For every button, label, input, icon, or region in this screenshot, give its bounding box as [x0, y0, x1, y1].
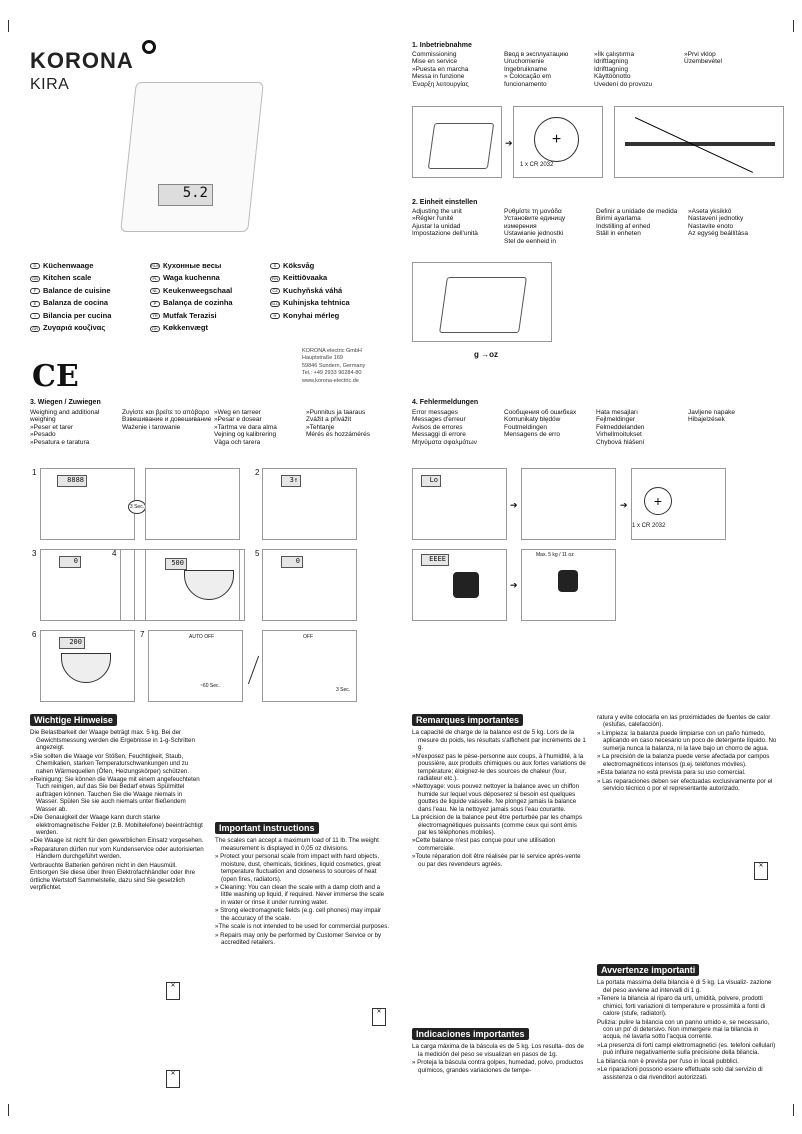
label: »Punnitus ja taaraus — [306, 409, 366, 416]
timer-badge: 3 Sec. — [128, 500, 146, 514]
step-4-panel — [120, 549, 245, 621]
column-e — [412, 1028, 587, 1075]
label: Commissioning — [412, 51, 457, 58]
scale-illustration — [120, 82, 264, 232]
lcd-display: 200 — [59, 637, 85, 649]
flag-icon: S — [270, 263, 280, 269]
flag-icon: TR — [150, 313, 160, 319]
flag-icon: F — [30, 288, 40, 294]
label: Ζυγίστε και βρείτε το απόβαρο — [122, 409, 210, 416]
step-number: 5 — [255, 549, 260, 558]
address-line: KORONA electric GmbH — [302, 348, 362, 354]
column-f — [412, 714, 587, 869]
label: Mise en service — [412, 58, 458, 66]
text-item: La précision de la balance peut être perturbée par les champs électromagnétiques puissants (comme ceux qui sont émis par les téléphones mobiles). — [412, 814, 582, 837]
arrow-icon: ➔ — [510, 500, 518, 510]
flag-icon: SLO — [271, 300, 280, 306]
label: Ajustar la unidad — [412, 222, 461, 230]
crop-mark — [793, 20, 794, 32]
off-label: OFF — [303, 634, 313, 640]
label: Indstilling af enhed — [596, 222, 651, 230]
text-item: »Nettoyage: vous pouvez nettoyer la balance avec un chiffon humide sur lequel vous déposerez si besoin est quelques gouttes de liquide vaisselle. Ne plongez jamais la balance dans l'eau. Ne la nettoyez jamais sous l'eau courante. — [412, 783, 580, 813]
text-item: La bilancia non è prevista per l'uso in locali pubblici. — [597, 1057, 739, 1065]
step-7-panel — [148, 630, 243, 702]
label: »Prvi vklop — [684, 51, 716, 58]
max-load-label: Max. 5 kg / 11 oz — [536, 552, 574, 558]
text-item: »Reparaturen dürfen nur vom Kundenservice oder autorisierten Händlern durchgeführt werden. — [30, 845, 204, 861]
label: Stel de eenheid in — [504, 237, 557, 245]
lcd-display: EEEE — [421, 554, 449, 566]
address-line: 59846 Sundern, Germany — [302, 362, 366, 369]
ce-mark: CE — [32, 359, 79, 394]
step-6-panel — [40, 630, 135, 702]
scale-side-view — [625, 142, 775, 146]
battery-label: 1 x CR 2032 — [632, 523, 666, 529]
flag-icon: DK — [150, 326, 160, 332]
label: Weighing and additional weighing — [30, 409, 100, 424]
text-item: La carga máxima de la báscula es de 5 kg. Los resulta- dos de la medición del peso se visualizan en pasos de 1g. — [412, 1043, 584, 1058]
flag-icon: I — [30, 313, 40, 319]
product-name: Keukenweegschaal — [163, 285, 233, 295]
text-item: » Protect your personal scale from impact with hard objects, moisture, dust, chemicals, ticklines, liquid cosmetics, great temperature fluctuation and closeness to sources of heat (open fires, radiators). — [215, 853, 381, 883]
label: »Tehtanje — [306, 423, 335, 431]
step-number: 2 — [255, 468, 260, 477]
arrow-icon: ➔ — [510, 580, 518, 590]
label: Ingebruikname — [504, 65, 547, 73]
section-1-title: 1. Inbetriebnahme — [412, 42, 472, 49]
text-item: » Las reparaciones deben ser efectuadas exclusivamente por el servicio técnico o por el representante autorizado. — [597, 777, 773, 792]
battery-icon: + — [644, 487, 672, 515]
label: »Pesado — [30, 431, 56, 439]
label: Ρυθμίστε τη μονάδα — [504, 208, 562, 215]
model-name: KIRA — [30, 76, 70, 93]
text-item: » Repairs may only be performed by Customer Service or by accredited retailers. — [215, 931, 382, 947]
label: »Puesta en marcha — [412, 65, 469, 73]
label: Väga och tarera — [214, 438, 261, 446]
text-item: »Le riparazioni possono essere effettuate solo dal servizio di assistenza o dai rivenditori autorizzati. — [597, 1066, 763, 1081]
text-block-f — [412, 729, 587, 868]
label: »İlk çalıştırma — [594, 51, 635, 58]
section-1-labels — [412, 51, 782, 88]
text-item: »Sie sollten die Waage vor Stößen, Feuchtigkeit, Staub, Chemikalien, starken Temperaturschwankungen und zu nahen Wärmequellen (Öfen, Heizungskörper) schützen. — [30, 752, 190, 775]
label: Ważenie i tarowanie — [122, 423, 181, 431]
flag-icon: GB — [30, 276, 40, 282]
label: Komunikaty błędów — [504, 416, 561, 424]
battery-icon: + — [534, 117, 579, 162]
flag-icon: H — [270, 313, 280, 319]
step-number: 4 — [112, 549, 117, 558]
illustration-step — [412, 106, 502, 178]
flag-icon: D — [30, 263, 40, 269]
weight-icon — [558, 570, 578, 592]
bowl-icon — [61, 653, 111, 683]
product-name-row — [30, 298, 390, 311]
label: Uruchomienie — [504, 58, 545, 66]
label: »Tartma ve dara alma — [214, 423, 277, 431]
text-paragraph: Verbrauchte Batterien gehören nicht in den Hausmüll. Entsorgen Sie diese über Ihren Elektrofachhändler oder Ihre örtliche Wertstoff Sammelstelle, dazu sind Sie gesetzlich verpflichtet. — [30, 861, 196, 892]
text-item: »Die Genauigkeit der Waage kann durch starke elektromagnetische Felder (z.B. Mobiltelefone) beeinträchtigt werden. — [30, 814, 203, 837]
section-4-labels — [412, 409, 782, 446]
product-name: Keittiövaaka — [283, 273, 328, 283]
label: Nastavení jednotky — [688, 215, 744, 223]
column-i — [597, 964, 777, 1082]
label: Avisos de errores — [412, 423, 463, 431]
product-names — [30, 260, 390, 335]
recycle-bin-icon: ✕ — [754, 862, 768, 880]
text-item: Die Belastbarkeit der Waage beträgt max. 5 kg. Bei der Gewichtsmessung werden die Ergebnisse in 1-g-Schritten angezeigt. — [30, 729, 195, 752]
recycle-bin-icon: ✕ — [372, 1008, 386, 1026]
step-2-panel — [262, 468, 357, 540]
text-item: »N'exposez pas le pèse-personne aux coups, à l'humidité, à la poussière, aux produits chimiques ou aux fortes variations de température; éloignez-le des sources de chaleur (four, radiateur etc.). — [412, 752, 586, 782]
illustration-unit — [412, 262, 552, 342]
label: Käyttöönotto — [594, 73, 631, 81]
label: Impostazione dell'unità — [412, 230, 478, 238]
text-item: »Reinigung: Sie können die Waage mit einem angefeuchteten Tuch reinigen, auf das Sie bei Bedarf etwas Spülmittel auftragen können. Tauchen Sie die Waage niemals in Wasser. Spülen Sie sie auch niemals unter fließendem Wasser ab. — [30, 775, 200, 813]
text-item: » Cleaning: You can clean the scale with a damp cloth and a little washing up liquid, if required. Never immerse the scale in water or rinse it under running water. — [215, 883, 385, 906]
lcd-display: 0 — [59, 556, 81, 568]
product-name-row — [30, 285, 390, 298]
product-name: Küchenwaage — [43, 260, 94, 270]
label: Javljene napake — [688, 409, 735, 416]
step-number: 1 — [32, 468, 37, 477]
text-item: »Tenere la bilancia al riparo da urti, umidità, polvere, prodotti chimici, forti variazioni di temperature e prossimità a fonti di calore (stufe, radiatori). — [597, 995, 766, 1018]
scale-device — [439, 277, 527, 333]
product-name: Balance de cuisine — [43, 285, 111, 295]
label: Virhellmoitukset — [596, 431, 642, 439]
text-item: »The scale is not intended to be used for commercial purposes. — [215, 923, 390, 931]
separator-line — [248, 656, 259, 685]
crop-mark — [793, 1104, 794, 1116]
max-load-panel — [521, 549, 616, 621]
label: »Pesatura e taratura — [30, 438, 90, 446]
section-heading-de: Wichtige Hinweise — [30, 714, 117, 726]
flag-icon: RUS — [151, 263, 160, 269]
product-name-row — [30, 273, 390, 286]
text-block-e-cont — [597, 714, 777, 792]
label: Nastavite enoto — [688, 222, 734, 230]
product-name: Bilancia per cucina — [43, 310, 112, 320]
label: Сообщения об ошибках — [504, 409, 577, 416]
lcd-display: 0 — [281, 556, 303, 568]
flag-icon: P — [150, 301, 160, 307]
label: Vejning og kalibrering — [214, 431, 277, 439]
text-block-de — [30, 729, 205, 891]
label: Ввод в эксплуатацию — [504, 51, 569, 58]
product-name-row — [30, 310, 390, 323]
text-item: La portata massima della bilancia è di 5 kg. La visualiz- zazione del peso avviene ad intervalli di 1 g. — [597, 979, 772, 994]
arrow-icon: ➔ — [505, 138, 513, 148]
text-block-i — [597, 979, 777, 1081]
label: Ustawianie jednostki — [504, 230, 564, 238]
label: Idrifttagning — [594, 65, 628, 73]
label: Messaggi di errore — [412, 431, 466, 439]
text-item: » Proteja la báscula contra golpes, humedad, polvo, productos químicos, grandes variaciones de tempe- — [412, 1059, 584, 1074]
text-block-gb — [215, 837, 390, 946]
section-heading-gb: Important instructions — [215, 822, 319, 834]
text-item: »La presenza di forti campi elettromagnetici (es. telefoni cellulari) può influire negativamente sulla precisione della bilancia. — [597, 1041, 776, 1057]
address-line: Tel.: +49 2933 90284-80 — [302, 370, 362, 377]
text-item: »Esta balanza no está prevista para su uso comercial. — [597, 769, 746, 777]
flag-icon: NL — [150, 288, 160, 294]
label: Fejlmeldinger — [596, 416, 636, 424]
product-name: Köksvåg — [283, 260, 315, 270]
label: Zvážit a přivážit — [306, 416, 352, 424]
text-block-e — [412, 1043, 587, 1074]
flag-icon: GR — [32, 325, 38, 331]
product-name: Mutfak Terazisi — [163, 310, 217, 320]
label: Messages d'erreur — [412, 416, 466, 424]
label: »Peser et tarer — [30, 423, 73, 431]
weight-icon — [453, 572, 479, 598]
text-item: » La precisión de la balanza puede verse afectada por campos electromagnéticos intensos (p.ej. teléfonos móviles). — [597, 753, 770, 768]
label: »Pesar e dosear — [214, 416, 262, 424]
step-5-panel — [262, 549, 357, 621]
scale-device — [428, 123, 494, 169]
section-heading-e: Indicaciones importantes — [412, 1028, 529, 1040]
product-name-row — [30, 323, 390, 336]
text-item: » Limpieza: la balanza puede limpiarse con un paño húmedo, aplicando en caso necesario un poco de detergente líquido. No sumerja nunca la balanza, ni la lave bajo un chorro de agua. — [597, 729, 777, 752]
label: »Régler l'unité — [412, 215, 454, 223]
flag-icon: CZ — [270, 288, 280, 294]
label: Messa in funzione — [412, 73, 465, 81]
product-name: Køkkenvægt — [163, 323, 209, 333]
label: Hata mesajları — [596, 409, 638, 416]
timer-label: ~60 Sec. — [200, 683, 220, 689]
text-item: »Die Waage ist nicht für den gewerblichen Einsatz vorgesehen. — [30, 837, 204, 845]
text-item: Pulizia: pulire la bilancia con un panno umido e, se necessario, con un po' di detersivo. Non immergere mai la bilancia in acqua, né lavarla sotto l'acqua corrente. — [597, 1018, 770, 1041]
crop-mark — [8, 20, 9, 32]
text-item: »Toute réparation doit être réalisée par le service après-vente ou par des revendeurs agréés. — [412, 853, 581, 868]
column-gb — [215, 822, 390, 947]
brand-logo: KORONA — [30, 48, 134, 73]
address-line: Hauptstraße 169 — [302, 355, 343, 362]
product-name: Balanza de cocina — [43, 298, 109, 308]
text-item: The scales can accept a maximum load of 11 lb. The weight measurement is displayed in 0,05 oz divisions. — [215, 837, 379, 852]
step-1-panel — [40, 468, 135, 540]
label: Chybová hlášení — [596, 438, 645, 446]
recycle-bin-icon: ✕ — [166, 1070, 180, 1088]
lcd-display: 3↑ — [281, 475, 301, 487]
section-3-title: 3. Wiegen / Zuwiegen — [30, 399, 101, 406]
step-number: 6 — [32, 630, 37, 639]
battery-label: 1 x CR 2032 — [520, 162, 554, 168]
section-2-labels — [412, 208, 782, 245]
label: Adjusting the unit — [412, 208, 462, 215]
section-heading-f: Remarques importantes — [412, 714, 523, 726]
step-number: 7 — [140, 630, 145, 639]
product-name: Waga kuchenna — [163, 273, 220, 283]
product-name-row — [30, 260, 390, 273]
flag-icon: E — [30, 301, 40, 307]
label: »Weg en tarreer — [214, 409, 261, 416]
illustration-protect — [614, 106, 784, 178]
unit-toggle-label: g →oz — [474, 350, 498, 359]
product-name: Kuchyňská váhá — [283, 285, 343, 295]
section-2-title: 2. Einheit einstellen — [412, 199, 478, 206]
label: Error messages — [412, 409, 458, 416]
lcd-display: Lo — [421, 475, 441, 487]
lcd-display: 500 — [165, 558, 187, 570]
company-address — [302, 348, 365, 385]
label: Μηνύματα σφαλμάτων — [412, 438, 477, 446]
column-de — [30, 714, 205, 892]
label: Birimi ayarlama — [596, 215, 641, 223]
text-item: ratura y evite colocarla en las proximidades de fuentes de calor (estufas, calefacción). — [597, 714, 771, 729]
text-item: »Cette balance n'est pas conçue pour une utilisation commerciale. — [412, 837, 556, 852]
product-name: Balança de cozinha — [163, 298, 233, 308]
label: Az egység beállítása — [688, 230, 748, 238]
auto-off-label: AUTO OFF — [189, 634, 215, 640]
error-low-b-panel — [521, 468, 616, 540]
label: Έναρξη λειτουργίας — [412, 80, 469, 88]
text-item: » Strong electromagnetic fields (e.g. cell phones) may impair the accuracy of the scale. — [215, 907, 382, 922]
flag-icon: FIN — [271, 275, 279, 281]
section-heading-i: Avvertenze importanti — [597, 964, 699, 976]
label: Mérés és hozzámérés — [306, 431, 370, 439]
label: Взвешивание и довешивание — [122, 416, 212, 424]
scale-display: 5.2 — [158, 184, 213, 206]
step-1b-panel — [145, 468, 240, 540]
label: Felmeddelanden — [596, 423, 645, 431]
error-overload-panel — [412, 549, 507, 621]
lcd-display: 8888 — [57, 475, 87, 487]
label: Uvedení do provozu — [594, 80, 653, 88]
product-name: Ζυγαριά κουζίνας — [43, 323, 106, 333]
product-name: Кухонные весы — [163, 260, 222, 270]
label: Mensagens de erro — [504, 431, 561, 439]
label: »Aseta yksikkö — [688, 208, 732, 215]
label: Foutmeldingen — [504, 423, 547, 431]
timer-label: 3 Sec. — [336, 687, 351, 693]
address-line: www.korona-electric.de — [302, 377, 359, 384]
flag-icon: PL — [150, 276, 160, 282]
section-4-title: 4. Fehlermeldungen — [412, 399, 479, 406]
product-name: Kitchen scale — [43, 273, 92, 283]
error-low-panel — [412, 468, 507, 540]
step-number: 3 — [32, 549, 37, 558]
column-e-cont — [597, 714, 777, 793]
recycle-bin-icon: ✕ — [166, 982, 180, 1000]
label: Definir a unidade de medida — [596, 208, 678, 215]
label: Ställ in enheten — [596, 230, 641, 238]
product-name: Kuhinjska tehtnica — [283, 298, 350, 308]
text-item: La capacité de charge de la balance est de 5 kg. Lors de la mesure du poids, les résultats s'affichent par incréments de 1 g. — [412, 729, 586, 752]
label: Установите единицу измерения — [504, 215, 566, 230]
label: Üzembevétel — [684, 58, 722, 66]
crop-mark — [8, 1104, 9, 1116]
label: Idrifttagning — [594, 58, 628, 66]
brand-dot-icon — [142, 40, 156, 54]
arrow-icon: ➔ — [620, 500, 628, 510]
section-3-labels — [30, 409, 400, 446]
label: » Colocação em funcionamento — [504, 73, 551, 88]
product-name: Konyhai mérleg — [283, 310, 340, 320]
label: Hibajelzések — [688, 416, 725, 424]
